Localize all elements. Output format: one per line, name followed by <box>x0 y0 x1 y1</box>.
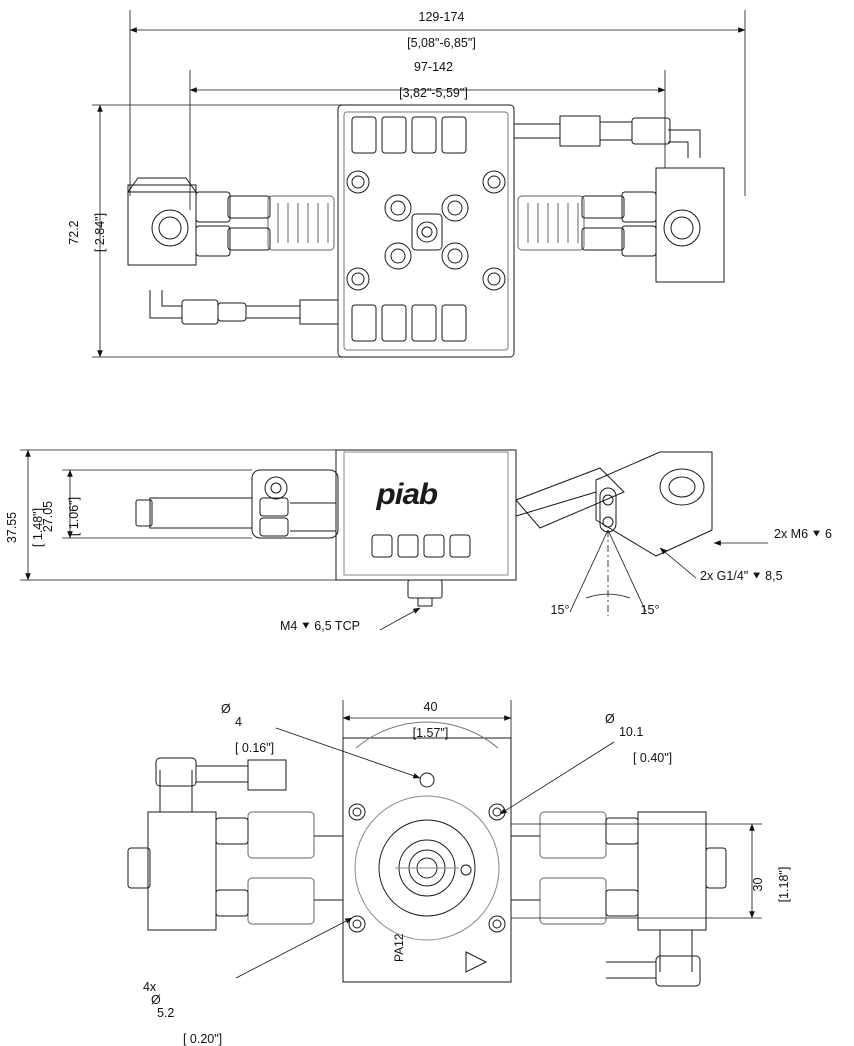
diameter-icon: Ø <box>604 712 615 726</box>
dim-overall-length: 129-174 [5,08"-6,85"] <box>407 10 476 50</box>
view-top <box>128 105 724 357</box>
diameter-icon: Ø <box>150 993 161 1007</box>
callout-g14: 2x G1/4" ⯆ 8,5 <box>700 569 783 583</box>
callout-hole-10-1: Ø 10.1 [ 0.40"] <box>604 712 673 765</box>
dim-base-depth: 30 [1.18"] <box>751 866 791 903</box>
callout-m6: 2x M6 ⯆ 6 <box>774 527 832 541</box>
callout-hole-5-2: 4x Ø 5.2 [ 0.20"] <box>142 980 223 1046</box>
dim-side-inner: 27.05 [ 1.06"] <box>41 496 81 537</box>
brand-logo: piab <box>376 478 438 511</box>
callout-angle-left: 15° <box>550 603 570 617</box>
dim-inner-length: 97-142 [3,82"-5,59"] <box>399 60 468 100</box>
svg-text:PA12: PA12 <box>392 933 406 962</box>
dim-height: 72.2 [ 2.84"] <box>67 212 107 253</box>
callout-m4-tcp: M4 ⯆ 6,5 TCP <box>280 619 360 633</box>
dim-base-width: 40 [1.57"] <box>412 700 449 740</box>
callout-hole-4: Ø 4 [ 0.16"] <box>220 702 275 755</box>
dim-side-total: 37.55 [ 1.48"] <box>5 507 45 548</box>
diameter-icon: Ø <box>220 702 231 716</box>
callout-angle-right: 15° <box>640 603 660 617</box>
view-side <box>136 450 712 606</box>
